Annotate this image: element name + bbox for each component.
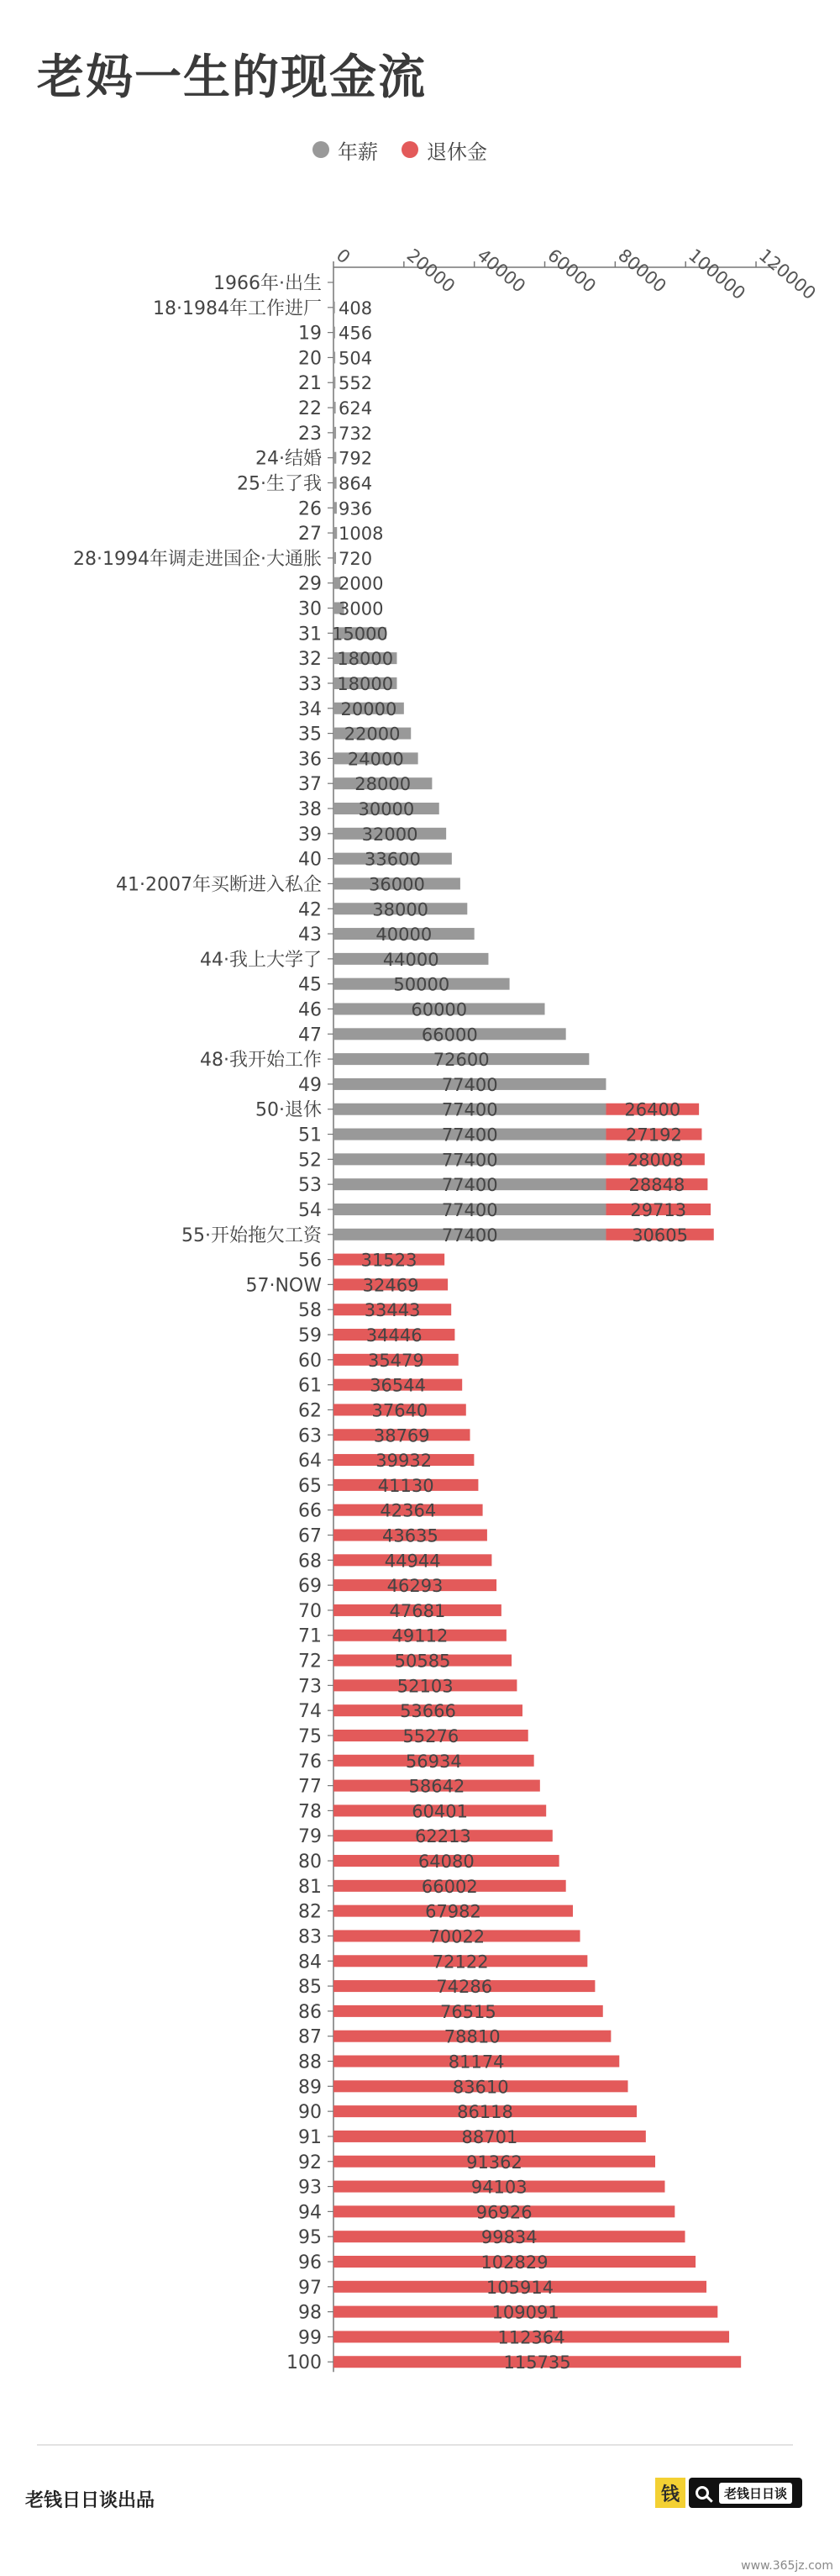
pension-value-label: 46293 [386, 1576, 444, 1597]
category-label: 68 [298, 1551, 322, 1572]
pension-value-label: 44944 [384, 1551, 441, 1572]
salary-bar [333, 527, 337, 539]
category-label: 89 [298, 2077, 322, 2099]
pension-value-label: 102829 [480, 2252, 549, 2273]
pension-value-label: 29713 [630, 1199, 687, 1220]
category-label: 70 [298, 1600, 322, 1622]
salary-bar [333, 351, 335, 363]
pension-value-label: 74286 [436, 1977, 493, 1998]
pension-value-label: 67982 [425, 1901, 481, 1922]
salary-value-label: 32000 [361, 824, 418, 845]
pension-value-label: 52103 [396, 1676, 454, 1697]
logo-pill [689, 2478, 802, 2508]
salary-value-label: 20000 [340, 698, 397, 719]
salary-value-label: 792 [339, 448, 373, 469]
category-label: 86 [298, 2001, 322, 2023]
category-label: 76 [298, 1751, 322, 1773]
category-label: 27 [298, 524, 322, 545]
salary-value-label: 77400 [441, 1150, 498, 1171]
pension-value-label: 27192 [626, 1125, 682, 1146]
pension-value-label: 64080 [417, 1852, 475, 1873]
category-label: 63 [298, 1425, 322, 1447]
category-label: 23 [298, 423, 322, 445]
salary-value-label: 60000 [411, 999, 468, 1020]
brand-logo[interactable] [655, 2478, 802, 2508]
salary-value-label: 33600 [365, 849, 421, 870]
salary-value-label: 77400 [441, 1099, 498, 1120]
category-label: 47 [298, 1025, 322, 1046]
category-label: 67 [298, 1525, 322, 1547]
x-tick-label: 120000 [754, 245, 820, 304]
category-label: 78 [298, 1801, 322, 1823]
salary-value-label: 408 [339, 298, 373, 319]
category-label: 48·我开始工作 [200, 1050, 322, 1072]
category-label: 36 [298, 749, 322, 771]
salary-value-label: 38000 [372, 899, 429, 920]
category-label: 38 [298, 799, 322, 821]
pension-value-label: 56934 [405, 1751, 462, 1772]
category-label: 82 [298, 1901, 322, 1923]
category-label: 60 [298, 1350, 322, 1372]
category-label: 33 [298, 673, 322, 695]
x-tick-label: 100000 [684, 245, 749, 304]
pension-value-label: 47681 [389, 1600, 446, 1621]
x-tick-label: 40000 [473, 245, 530, 297]
salary-value-label: 50000 [393, 974, 450, 995]
pension-value-label: 81174 [448, 2052, 505, 2073]
pension-value-label: 42364 [380, 1500, 437, 1521]
salary-bar [333, 452, 336, 464]
salary-value-label: 1008 [339, 524, 384, 545]
category-label: 42 [298, 899, 322, 921]
category-label: 65 [298, 1475, 322, 1497]
category-label: 31 [298, 624, 322, 645]
category-label: 97 [298, 2277, 322, 2299]
category-label: 100 [286, 2352, 322, 2374]
category-label: 80 [298, 1852, 322, 1873]
salary-value-label: 22000 [344, 724, 401, 745]
pension-value-label: 26400 [624, 1099, 681, 1120]
pension-value-label: 60401 [412, 1801, 469, 1822]
category-label: 66 [298, 1500, 322, 1522]
category-label: 79 [298, 1826, 322, 1848]
pension-value-label: 66002 [421, 1876, 478, 1897]
category-label: 81 [298, 1876, 322, 1898]
chart-title: 老妈一生的现金流 [37, 50, 427, 105]
salary-value-label: 77400 [441, 1225, 498, 1246]
category-label: 26 [298, 498, 322, 520]
salary-bar [333, 302, 335, 313]
salary-bar [333, 377, 335, 388]
category-label: 34 [298, 698, 322, 720]
category-label: 62 [298, 1400, 322, 1422]
pension-value-label: 32469 [362, 1275, 419, 1296]
pension-value-label: 55276 [402, 1725, 459, 1746]
pension-value-label: 39932 [375, 1451, 433, 1472]
category-label: 91 [298, 2126, 322, 2148]
footer-brand: 老钱日日谈出品 [25, 2490, 155, 2511]
category-label: 58 [298, 1300, 322, 1322]
pension-value-label: 50585 [394, 1651, 451, 1672]
category-label: 19 [298, 323, 322, 345]
salary-bar [333, 427, 336, 439]
category-label: 1966年·出生 [213, 273, 322, 294]
pension-value-label: 35479 [367, 1350, 424, 1371]
salary-bar [333, 402, 336, 414]
x-tick-label: 60000 [543, 245, 600, 297]
category-label: 41·2007年买断进入私企 [116, 874, 322, 896]
pension-value-label: 34446 [365, 1325, 423, 1346]
pension-value-label: 70022 [428, 1926, 486, 1947]
category-label: 25·生了我 [237, 473, 322, 495]
salary-bar [333, 327, 335, 339]
salary-value-label: 36000 [369, 874, 425, 895]
pension-value-label: 37640 [371, 1400, 428, 1421]
x-tick-label: 20000 [402, 245, 459, 297]
logo-text: 老钱日日谈 [719, 2483, 792, 2504]
salary-value-label: 66000 [421, 1025, 478, 1046]
pension-value-label: 76515 [439, 2001, 496, 2022]
category-label: 49 [298, 1074, 322, 1096]
pension-value-label: 58642 [408, 1776, 465, 1797]
salary-value-label: 2000 [339, 573, 384, 594]
category-label: 95 [298, 2227, 322, 2249]
category-label: 44·我上大学了 [200, 949, 322, 971]
category-label: 83 [298, 1926, 322, 1948]
salary-value-label: 28000 [354, 774, 412, 795]
category-label: 52 [298, 1150, 322, 1172]
x-tick-label: 0 [332, 245, 354, 268]
category-label: 74 [298, 1701, 322, 1723]
pension-value-label: 33443 [364, 1300, 421, 1321]
salary-value-label: 72600 [433, 1050, 490, 1071]
salary-value-label: 44000 [382, 949, 439, 970]
category-label: 84 [298, 1952, 322, 1973]
category-label: 55·开始拖欠工资 [181, 1225, 322, 1246]
legend-pension-label: 退休金 [427, 140, 487, 164]
salary-bar [333, 477, 337, 488]
category-label: 98 [298, 2302, 322, 2324]
category-label: 40 [298, 849, 322, 871]
pension-value-label: 109091 [491, 2302, 559, 2323]
category-label: 75 [298, 1725, 322, 1747]
salary-bar [333, 552, 336, 564]
footer-divider [37, 2444, 793, 2446]
category-label: 43 [298, 925, 322, 946]
category-label: 73 [298, 1676, 322, 1698]
category-label: 53 [298, 1175, 322, 1197]
category-label: 69 [298, 1576, 322, 1598]
category-label: 77 [298, 1776, 322, 1798]
category-label: 93 [298, 2177, 322, 2199]
pension-value-label: 72122 [432, 1952, 489, 1973]
category-label: 96 [298, 2252, 322, 2273]
pension-value-label: 94103 [470, 2177, 528, 2198]
category-label: 37 [298, 774, 322, 796]
salary-value-label: 3000 [339, 598, 384, 619]
salary-bar [333, 502, 337, 514]
salary-value-label: 552 [339, 373, 373, 394]
category-label: 51 [298, 1125, 322, 1146]
category-label: 50·退休 [255, 1099, 322, 1121]
pension-value-label: 96926 [475, 2202, 533, 2223]
salary-value-label: 732 [339, 423, 373, 444]
category-label: 46 [298, 999, 322, 1021]
pension-value-label: 99834 [480, 2227, 538, 2248]
pension-value-label: 53666 [400, 1701, 456, 1722]
pension-value-label: 62213 [414, 1826, 471, 1847]
pension-value-label: 88701 [461, 2126, 518, 2147]
category-label: 24·结婚 [255, 448, 322, 470]
pension-value-label: 49112 [391, 1625, 449, 1646]
logo-badge: 钱 [655, 2478, 685, 2508]
category-label: 61 [298, 1375, 322, 1397]
category-label: 45 [298, 974, 322, 996]
category-label: 20 [298, 348, 322, 370]
legend-salary-label: 年薪 [338, 140, 378, 164]
category-label: 56 [298, 1250, 322, 1272]
pension-value-label: 28848 [628, 1175, 685, 1196]
salary-value-label: 24000 [347, 749, 404, 770]
category-label: 30 [298, 598, 322, 620]
salary-value-label: 936 [339, 498, 373, 519]
category-label: 57·NOW [245, 1275, 322, 1297]
pension-value-label: 86118 [457, 2102, 513, 2123]
category-label: 64 [298, 1451, 322, 1472]
search-icon [696, 2486, 709, 2500]
salary-value-label: 720 [339, 548, 373, 569]
category-label: 54 [298, 1199, 322, 1221]
pension-value-label: 30605 [632, 1225, 689, 1246]
salary-value-label: 504 [339, 348, 373, 369]
pension-value-label: 115735 [503, 2352, 571, 2373]
category-label: 22 [298, 398, 322, 420]
category-label: 71 [298, 1625, 322, 1647]
category-label: 94 [298, 2202, 322, 2224]
category-label: 35 [298, 724, 322, 745]
pension-value-label: 41130 [377, 1475, 434, 1496]
category-label: 28·1994年调走进国企·大通胀 [73, 548, 322, 570]
pension-value-label: 28008 [627, 1150, 684, 1171]
category-label: 32 [298, 649, 322, 671]
category-label: 59 [298, 1325, 322, 1347]
salary-value-label: 18000 [337, 649, 394, 670]
category-label: 87 [298, 2026, 322, 2048]
category-label: 29 [298, 573, 322, 595]
category-label: 39 [298, 824, 322, 845]
category-label: 72 [298, 1651, 322, 1673]
pension-value-label: 112364 [497, 2327, 565, 2348]
category-label: 99 [298, 2327, 322, 2349]
salary-value-label: 15000 [332, 624, 388, 645]
watermark: www.365jz.com [741, 2559, 833, 2573]
salary-value-label: 456 [339, 323, 373, 344]
salary-value-label: 77400 [441, 1074, 498, 1095]
salary-value-label: 77400 [441, 1125, 498, 1146]
category-label: 21 [298, 373, 322, 395]
salary-value-label: 624 [339, 398, 373, 419]
category-label: 85 [298, 1977, 322, 1999]
pension-value-label: 36544 [370, 1375, 427, 1396]
x-tick-label: 80000 [614, 245, 670, 297]
pension-value-label: 38769 [373, 1425, 430, 1446]
salary-value-label: 30000 [358, 799, 415, 820]
pension-value-label: 43635 [382, 1525, 438, 1546]
salary-value-label: 864 [339, 473, 373, 494]
category-label: 18·1984年工作进厂 [153, 298, 322, 319]
pension-value-label: 31523 [360, 1250, 417, 1271]
pension-value-label: 105914 [486, 2277, 554, 2298]
salary-value-label: 77400 [441, 1199, 498, 1220]
category-label: 92 [298, 2152, 322, 2173]
category-label: 90 [298, 2102, 322, 2124]
salary-value-label: 77400 [441, 1175, 498, 1196]
salary-value-label: 18000 [337, 673, 394, 694]
pension-value-label: 91362 [466, 2152, 522, 2173]
salary-value-label: 40000 [375, 925, 433, 946]
pension-value-label: 83610 [452, 2077, 509, 2098]
pension-value-label: 78810 [444, 2026, 501, 2047]
category-label: 88 [298, 2052, 322, 2073]
